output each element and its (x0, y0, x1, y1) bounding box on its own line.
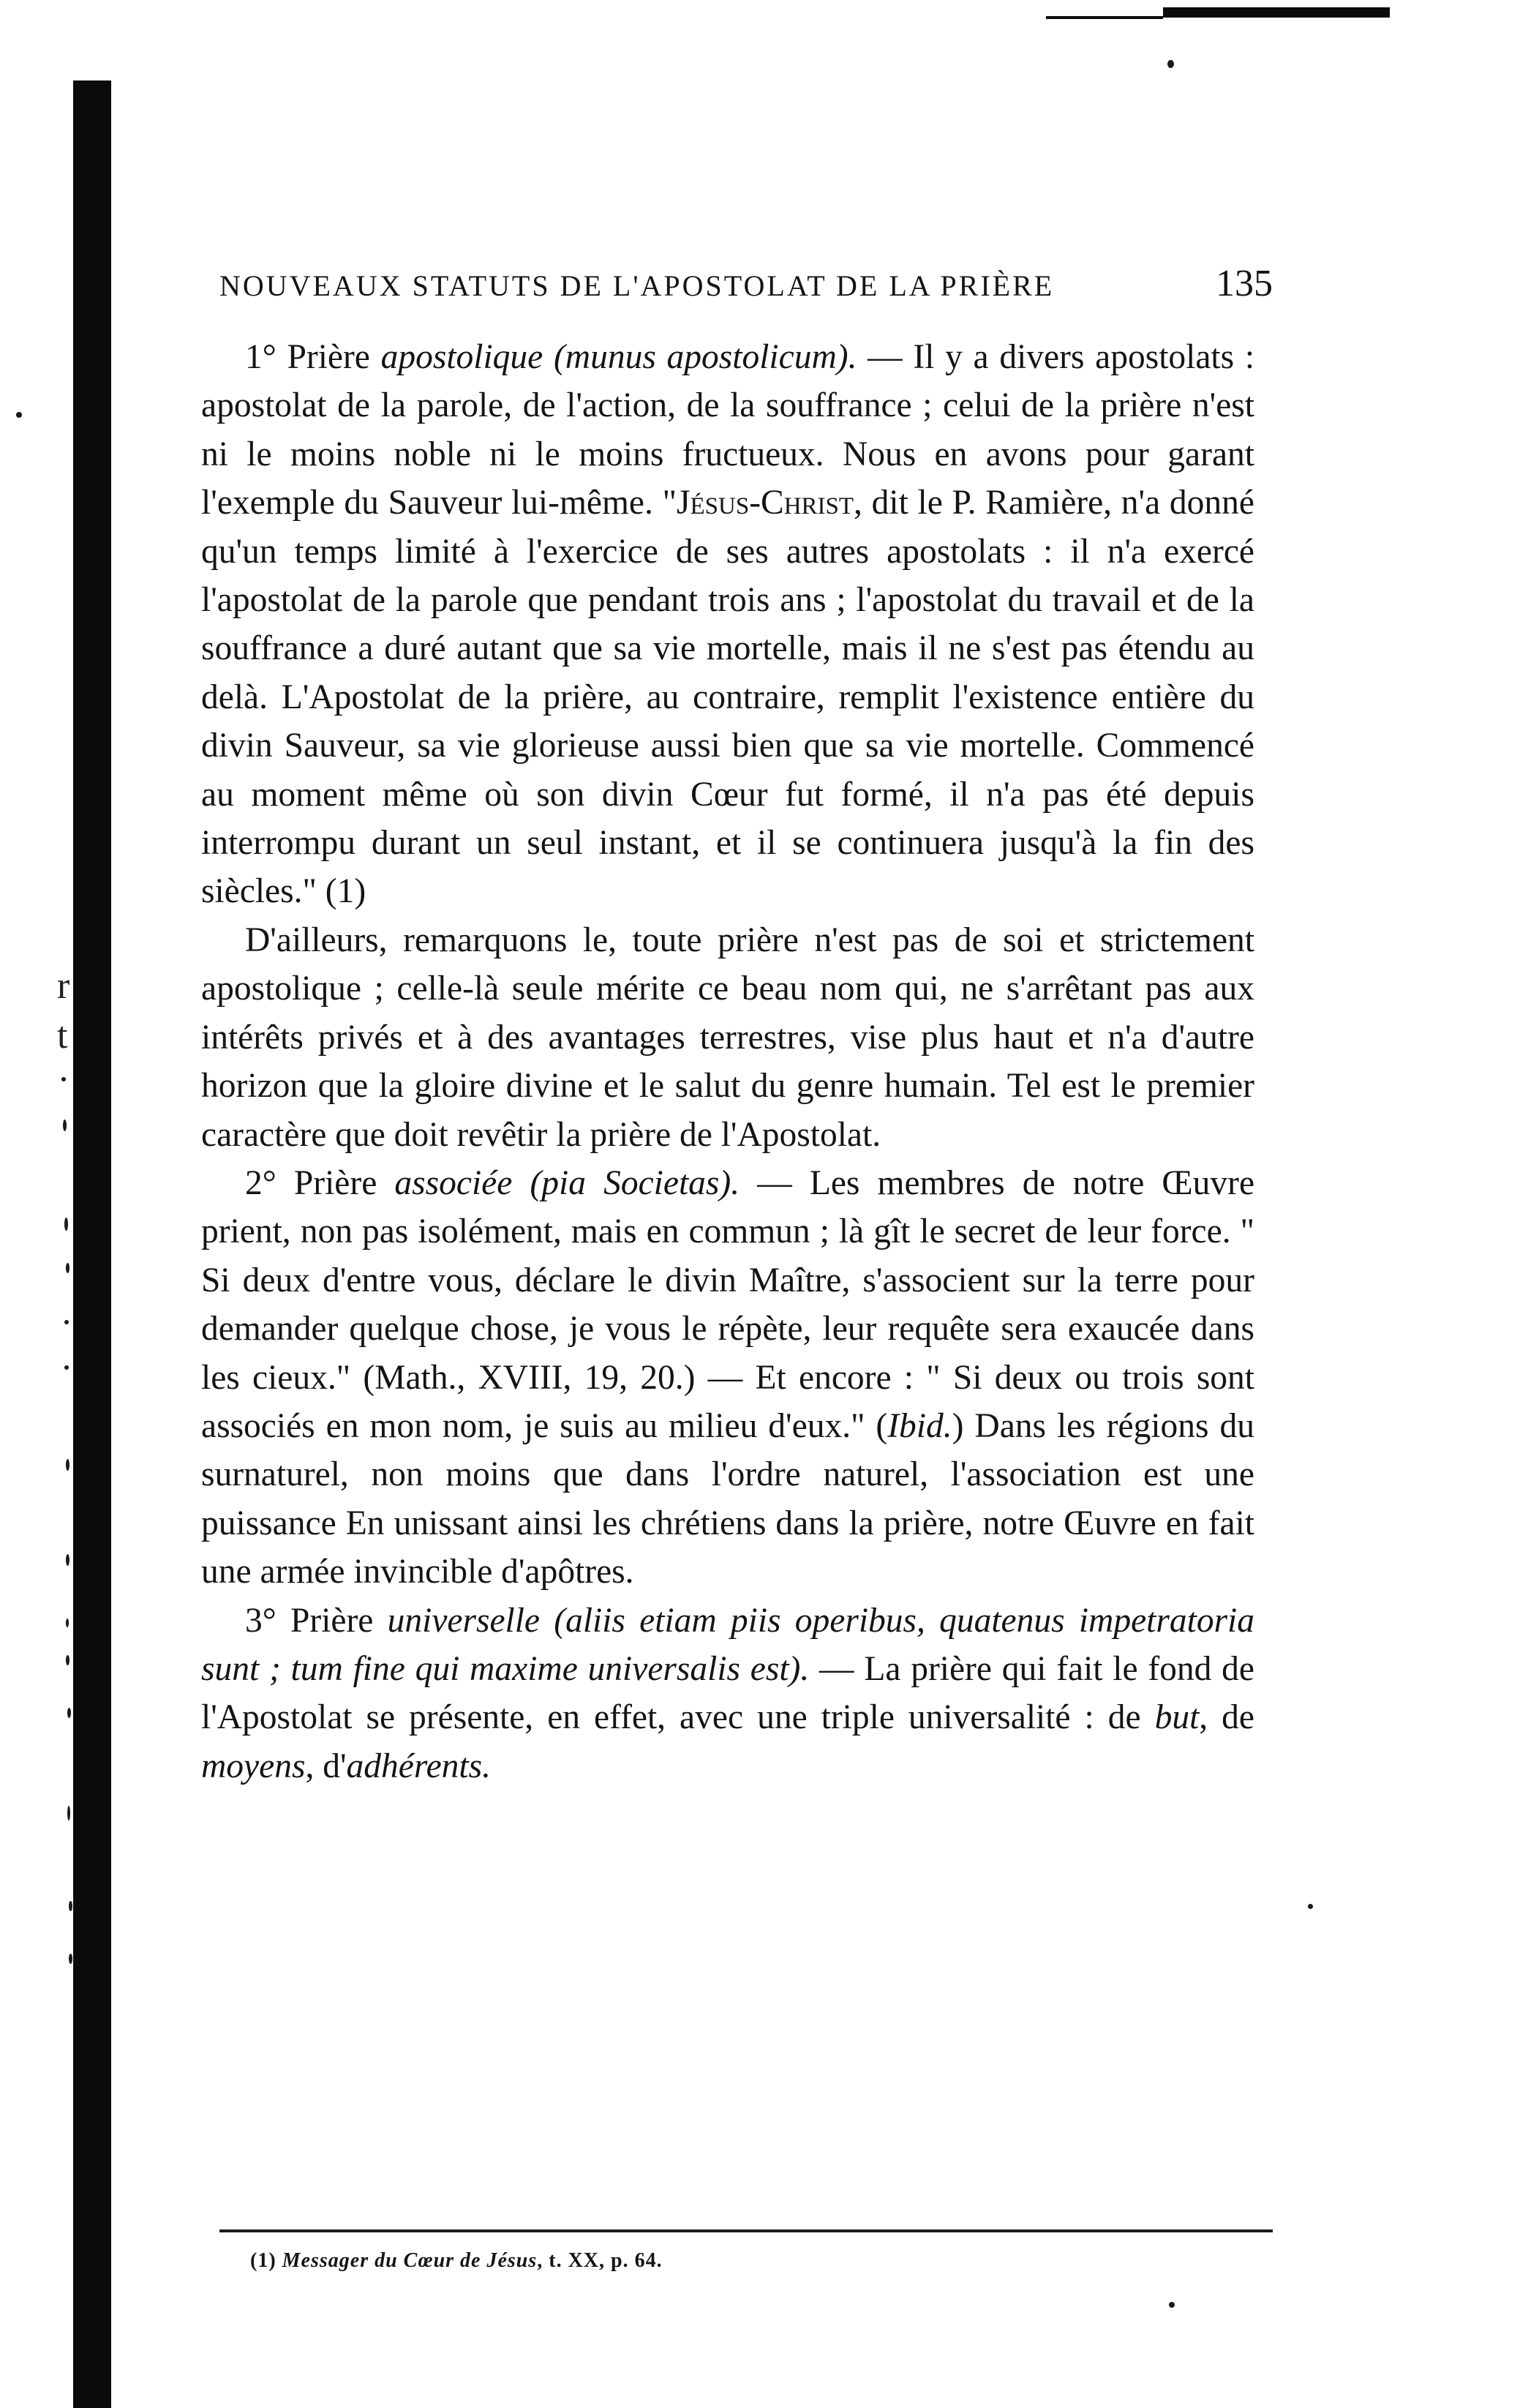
paragraph-text: D'ailleurs, remarquons le, toute prière n'est pas de soi et strictement apostolique ; celle-là seule mérite ce beau nom qui, ne s'arrêtant pas aux intérêts privés et à des avantages terrestres, vise plus haut et n'a d'autre horizon que la gloire divine et le salut du genre humain. Tel est le premier caractère que doit revêtir la prière de l'Apostolat. (201, 920, 1254, 1154)
footnote-rule (219, 2229, 1273, 2232)
scan-speck (64, 1320, 69, 1324)
footnote-ref: , t. XX, p. 64. (537, 2249, 663, 2272)
body-text (201, 333, 1254, 1790)
paragraph-universal-prayer (201, 1597, 1254, 1791)
scan-speck (69, 1901, 72, 1911)
footnote-source: Messager du Cœur de Jésus (282, 2249, 538, 2272)
paragraph-text: — Il y a divers apostolats : apostolat de la parole, de l'action, de la souffrance ; celui de la prière n'est ni le moins noble ni le moins fructueux. Nous en avons pour garant l'exemple du Sauveur lui-même. " (201, 338, 1255, 522)
ibid-ref: Ibid. (887, 1406, 952, 1445)
margin-mark: r (57, 965, 70, 1007)
margin-mark: t (57, 1015, 68, 1057)
scan-speck (61, 1077, 66, 1081)
footnote (250, 2249, 663, 2273)
section-number: 2° Prière (245, 1163, 377, 1202)
scan-speck (63, 1119, 67, 1131)
scan-speck (64, 1218, 68, 1231)
italic-word: moyens (201, 1747, 306, 1785)
scan-speck (66, 1554, 69, 1566)
scan-speck (16, 412, 22, 418)
scan-speck (66, 1619, 69, 1627)
scan-speck (67, 1806, 70, 1820)
section-title: apostolique (380, 338, 543, 376)
small-caps-name: Jésus-Christ (677, 484, 854, 522)
paragraph-text: — Les membres de notre Œuvre prient, non pas isolément, mais en commun ; là gît le secret de leur force. " Si deux d'entre vous, déclare le divin Maître, s'associent sur la terre pour demander quelque chose, je vous le répète, leur requête sera exaucée dans les cieux." (Math., XVIII, 19, 20.) — Et encore : " Si deux ou trois sont associés en mon nom, je suis au milieu d'eux." ( (201, 1163, 1255, 1445)
scan-speck (66, 1263, 69, 1273)
italic-word: but (1154, 1698, 1200, 1737)
latin-gloss: (pia Societas). (530, 1163, 740, 1202)
paragraph-strictly-apostolic (201, 916, 1254, 1159)
running-title: NOUVEAUX STATUTS DE L'APOSTOLAT DE LA PRIÈRE (219, 269, 1055, 302)
scan-speck (67, 1708, 71, 1718)
paragraph-associated-prayer (201, 1159, 1254, 1597)
latin-gloss: (aliis etiam piis operibus, quatenus impetratoria sunt ; tum fine qui maxime universalis est). (201, 1601, 1254, 1688)
paragraph-text: , dit le P. Ramière, n'a donné qu'un temps limité à l'exercice de ses autres apostolats : il n'a exercé l'apostolat de la parole que pendant trois ans ; l'apostolat du travail et de la souffrance a duré autant que sa vie mortelle, mais il ne s'est pas étendu au delà. L'Apostolat de la prière, au contraire, remplit l'existence entière du divin Sauveur, sa vie glorieuse aussi bien que sa vie mortelle. Commencé au moment même où son divin Cœur fut formé, il n'a pas été depuis interrompu durant un seul instant, et il se continuera jusqu'à la fin des siècles." (1) (201, 484, 1254, 911)
paragraph-text: , d' (305, 1747, 347, 1785)
scan-top-rule-thin (1046, 16, 1163, 19)
section-number: 3° Prière (245, 1601, 374, 1640)
italic-word: adhérents. (346, 1747, 491, 1785)
scan-speck (64, 1365, 69, 1370)
scan-speck (66, 1655, 69, 1665)
paragraph-apostolic-prayer (201, 333, 1254, 916)
latin-gloss: (munus apostolicum). (553, 338, 857, 376)
scan-speck (69, 1954, 72, 1964)
scan-top-rule (1163, 7, 1390, 18)
paragraph-text: , de (1199, 1698, 1254, 1737)
section-title: universelle (387, 1601, 541, 1640)
page-number: 135 (1216, 263, 1273, 304)
scan-speck (66, 1459, 69, 1471)
section-title: associée (394, 1163, 513, 1202)
paragraph-text: — La prière qui fait le fond de l'Apostolat se présente, en effet, avec une triple universalité : de (201, 1649, 1255, 1737)
running-header (219, 262, 1273, 305)
scan-speck (1308, 1904, 1313, 1909)
scan-speck (1169, 2302, 1175, 2308)
footnote-mark: (1) (250, 2249, 276, 2272)
scan-speck (1167, 60, 1174, 68)
section-number: 1° Prière (245, 338, 370, 376)
paragraph-text: ) Dans les régions du surnaturel, non moins que dans l'ordre naturel, l'association est une puissance En unissant ainsi les chrétiens dans la prière, notre Œuvre en fait une armée invincible d'apôtres. (201, 1406, 1254, 1591)
scan-binding-shadow (73, 80, 111, 2408)
